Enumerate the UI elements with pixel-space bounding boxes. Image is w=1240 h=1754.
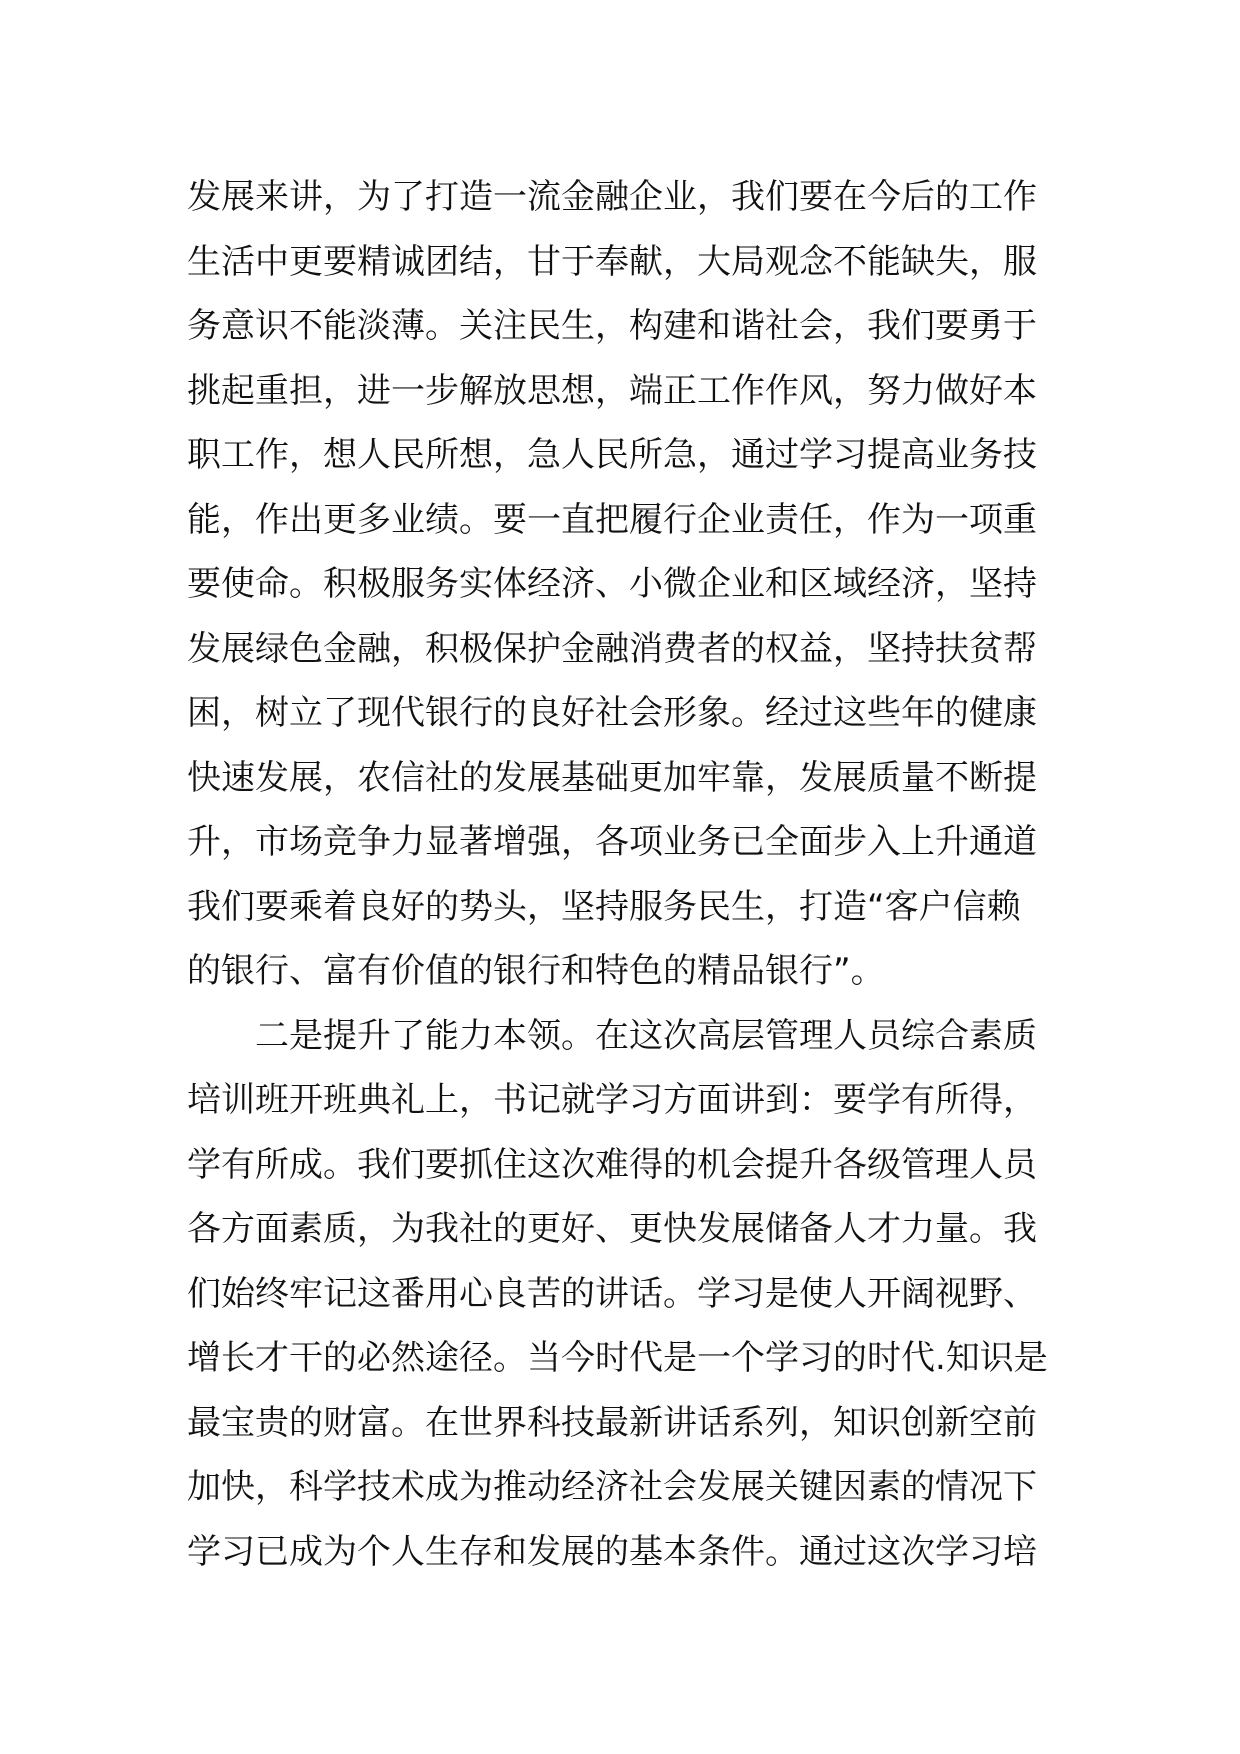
text-line: 加快，科学技术成为推动经济社会发展关键因素的情况下 xyxy=(187,1467,1037,1507)
text-line: 挑起重担，进一步解放思想，端正工作作风，努力做好本 xyxy=(187,370,1037,411)
body-text xyxy=(187,165,1067,1584)
text-line: 发展绿色金融，积极保护金融消费者的权益，坚持扶贫帮 xyxy=(187,628,1037,669)
text-line: 职工作，想人民所想，急人民所急，通过学习提高业务技 xyxy=(187,435,1037,475)
text-line: 学习已成为个人生存和发展的基本条件。通过这次学习培 xyxy=(187,1531,1037,1572)
text-line: 升，市场竞争力显著增强，各项业务已全面步入上升通道 xyxy=(187,822,1037,862)
text-line: 快速发展，农信社的发展基础更加牢靠，发展质量不断提 xyxy=(187,757,1037,798)
paragraph-start-line: 二是提升了能力本领。在这次高层管理人员综合素质 xyxy=(255,1015,1037,1056)
text-line: 要使命。积极服务实体经济、小微企业和区域经济，坚持 xyxy=(187,564,1037,604)
text-line: 培训班开班典礼上，书记就学习方面讲到：要学有所得， xyxy=(187,1080,1037,1120)
text-line: 我们要乘着良好的势头，坚持服务民生，打造“客户信赖 xyxy=(187,886,1021,927)
text-line: 们始终牢记这番用心良苦的讲话。学习是使人开阔视野、 xyxy=(187,1273,1037,1314)
text-line: 的银行、富有价值的银行和特色的精品银行”。 xyxy=(187,951,885,991)
text-line: 最宝贵的财富。在世界科技最新讲话系列，知识创新空前 xyxy=(187,1402,1037,1443)
text-line: 能，作出更多业绩。要一直把履行企业责任，作为一项重 xyxy=(187,499,1037,540)
text-line: 生活中更要精诚团结，甘于奉献，大局观念不能缺失，服 xyxy=(187,241,1037,282)
text-line: 务意识不能淡薄。关注民生，构建和谐社会，我们要勇于 xyxy=(187,306,1037,346)
text-line: 增长才干的必然途径。当今时代是一个学习的时代.知识是 xyxy=(187,1338,1048,1378)
text-line: 学有所成。我们要抓住这次难得的机会提升各级管理人员 xyxy=(187,1144,1037,1185)
text-line: 各方面素质，为我社的更好、更快发展储备人才力量。我 xyxy=(187,1209,1037,1249)
text-line: 发展来讲，为了打造一流金融企业，我们要在今后的工作 xyxy=(187,177,1037,217)
text-line: 困，树立了现代银行的良好社会形象。经过这些年的健康 xyxy=(187,693,1037,733)
